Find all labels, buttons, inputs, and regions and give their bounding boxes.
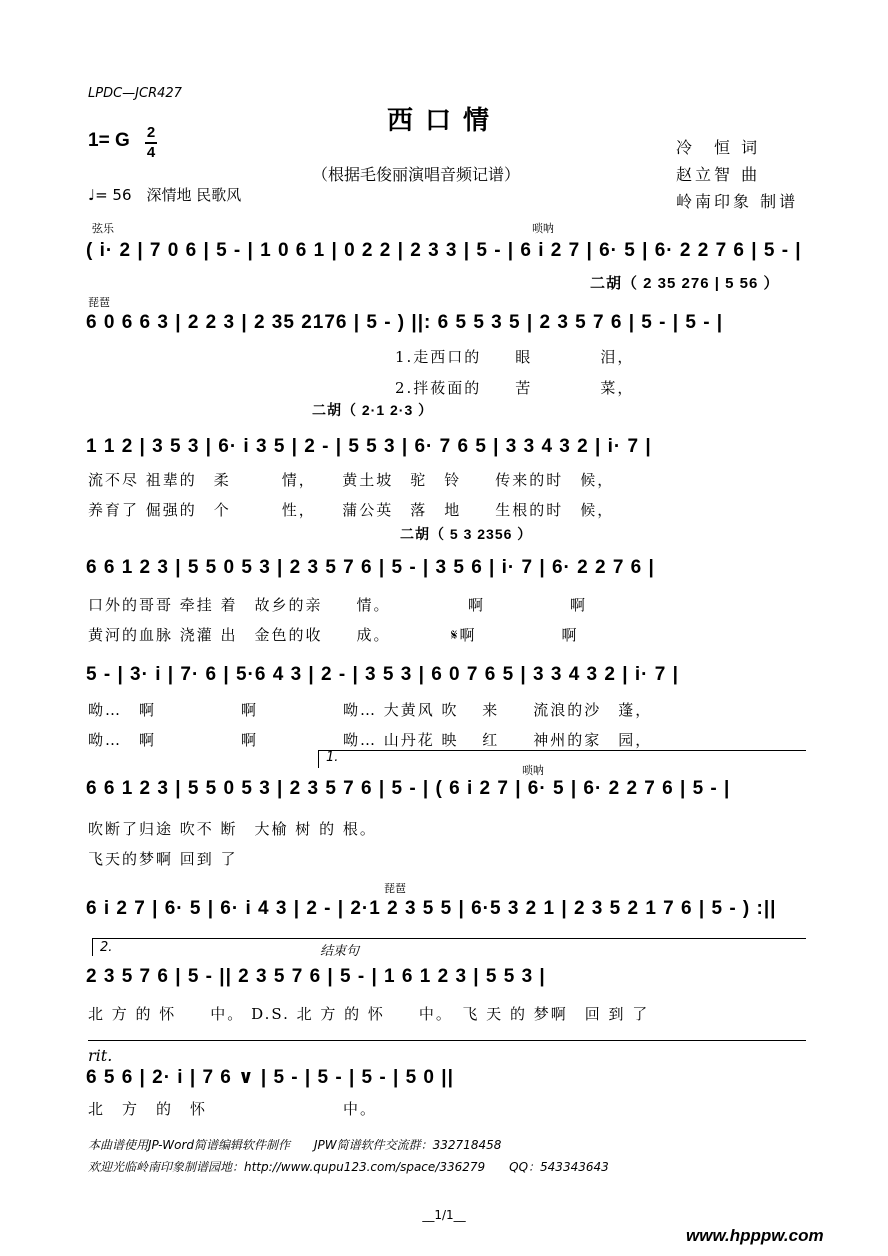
volta-bracket: 2. xyxy=(100,940,113,955)
instrument-label: 琵琶 xyxy=(88,296,110,309)
instrument-label: 唢呐 xyxy=(532,222,554,235)
lyric-line: 北 方 的 怀 中。 xyxy=(88,1100,378,1118)
score-subline: 二胡（ 2·1 2·3 ） xyxy=(312,402,434,418)
lyric-line: 吹断了归途 吹不 断 大榆 树 的 根。 xyxy=(88,820,377,838)
lyricist: 冷 恒 词 xyxy=(676,138,761,157)
tempo-marking: ♩= 56 深情地 民歌风 xyxy=(88,186,242,204)
score-row: 5 - | 3· i | 7· 6 | 5·6 4 3 | 2 - | 3 5 3 | 6 0 7 6 5 | 3 3 4 3 2 | i· 7 | xyxy=(86,664,679,685)
lyric-line: 呦… 啊 啊 呦… 大黄风 吹 来 流浪的沙 蓬， xyxy=(88,701,653,719)
score-subline: 二胡（ 5 3 2356 ） xyxy=(400,526,533,542)
lyric-line: 北 方 的 怀 中。 D.S. 北 方 的 怀 中。 飞 天 的 梦啊 回 到 了 xyxy=(88,1005,650,1023)
meter-top: 2 xyxy=(146,124,156,141)
instrument-label: 唢呐 xyxy=(522,764,544,777)
credits xyxy=(676,134,798,215)
score-row: 2 3 5 7 6 | 5 - || 2 3 5 7 6 | 5 - | 1 6 1 2 3 | 5 5 3 | xyxy=(86,966,546,987)
lyric-line: 流不尽 祖辈的 柔 情， 黄土坡 驼 铃 传来的时 候， xyxy=(88,471,615,489)
lyric-line: 养育了 倔强的 个 性， 蒲公英 落 地 生根的时 候， xyxy=(88,501,615,519)
score-row: 1 1 2 | 3 5 3 | 6· i 3 5 | 2 - | 5 5 3 | 6· 7 6 5 | 3 3 4 3 2 | i· 7 | xyxy=(86,436,652,457)
page-number: __1/1__ xyxy=(422,1208,466,1222)
coda-label: 结束句 xyxy=(320,944,360,959)
volta-bracket: 1. xyxy=(326,750,339,765)
ritardando-marking: rit. xyxy=(88,1046,113,1065)
subtitle: （根据毛俊丽演唱音频记谱） xyxy=(312,165,521,184)
watermark-site: www.hpppw.com xyxy=(686,1226,824,1245)
composer: 赵立智 曲 xyxy=(676,165,761,184)
score-row: 6 5 6 | 2· i | 7 6 ∨ | 5 - | 5 - | 5 - | 5 0 || xyxy=(86,1067,454,1088)
lyric-line: 呦… 啊 啊 呦… 山丹花 映 红 神州的家 园， xyxy=(88,731,653,749)
score-row: 6 6 1 2 3 | 5 5 0 5 3 | 2 3 5 7 6 | 5 - | ( 6 i 2 7 | 6· 5 | 6· 2 2 7 6 | 5 - | xyxy=(86,778,731,799)
lyric-line: 口外的哥哥 牵挂 着 故乡的亲 情。 啊 啊 xyxy=(88,596,588,614)
score-row: 6 0 6 6 3 | 2 2 3 | 2 35 2176 | 5 - ) ||: 6 5 5 3 5 | 2 3 5 7 6 | 5 - | 5 - | xyxy=(86,312,724,333)
lyric-line: 飞天的梦啊 回到 了 xyxy=(88,850,238,868)
time-signature xyxy=(145,125,157,161)
score-row: ( i· 2 | 7 0 6 | 5 - | 1 0 6 1 | 0 2 2 | 2 3 3 | 5 - | 6 i 2 7 | 6· 5 | 6· 2 2 7 6 | 5 - | xyxy=(86,240,802,261)
key-signature: 1= G xyxy=(88,130,130,151)
page-title: 西口情 xyxy=(386,106,501,136)
lyric-line: 黄河的血脉 浇灌 出 金色的收 成。 𝄋啊 啊 xyxy=(88,626,579,644)
footer-contact: 欢迎光临岭南印象制谱园地：http://www.qupu123.com/space/336279 QQ：543343643 xyxy=(88,1160,609,1174)
lyric-line: 1.走西口的 眼 泪， xyxy=(395,348,635,366)
lyric-line: 2.拌莜面的 苦 菜， xyxy=(395,379,635,397)
score-code: LPDC—JCR427 xyxy=(88,86,182,101)
transcriber: 岭南印象 制谱 xyxy=(676,192,799,211)
score-row: 6 i 2 7 | 6· 5 | 6· i 4 3 | 2 - | 2·1 2 3 5 5 | 6·5 3 2 1 | 2 3 5 2 1 7 6 | 5 - ) :|| xyxy=(86,898,777,919)
meter-bottom: 4 xyxy=(146,144,156,161)
score-subline: 二胡（ 2 35 276 | 5 56 ） xyxy=(590,275,780,292)
instrument-label: 弦乐 xyxy=(92,222,114,235)
instrument-label: 琵琶 xyxy=(384,882,406,895)
score-row: 6 6 1 2 3 | 5 5 0 5 3 | 2 3 5 7 6 | 5 - | 3 5 6 | i· 7 | 6· 2 2 7 6 | xyxy=(86,557,655,578)
footer-software: 本曲谱使用JP-Word简谱编辑软件制作 JPW简谱软件交流群：332718458 xyxy=(88,1138,502,1152)
